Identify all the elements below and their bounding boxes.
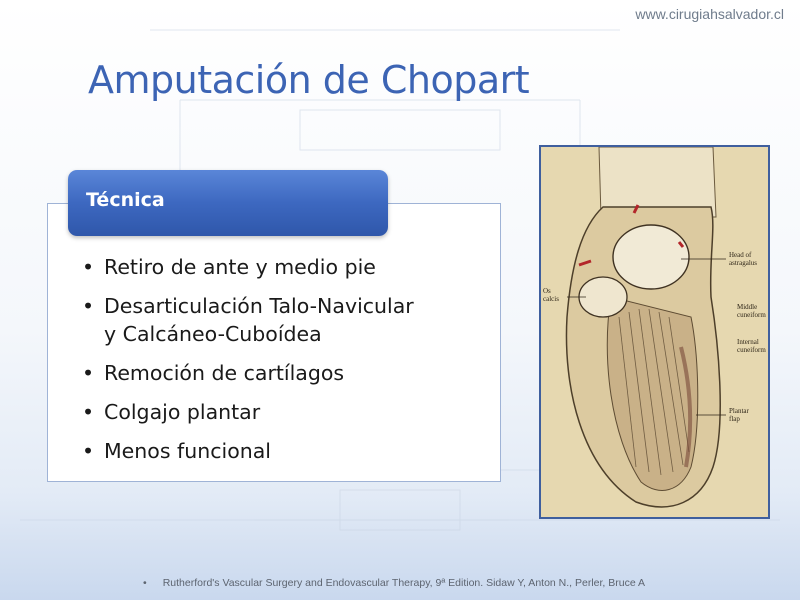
section-tab-label: Técnica bbox=[86, 189, 165, 211]
citation-bullet: • bbox=[143, 577, 147, 589]
citation-text: Rutherford's Vascular Surgery and Endovascular Therapy, 9ª Edition. Sidaw Y, Anton N., Perler, Bruce A bbox=[162, 577, 646, 589]
bullet-item bbox=[82, 253, 492, 281]
bullet-item bbox=[82, 292, 492, 348]
slide-title: Amputación de Chopart bbox=[88, 58, 530, 102]
label-plantar-flap: flap bbox=[729, 415, 740, 423]
label-head-astragalus: astragalus bbox=[729, 259, 757, 267]
label-middle-cuneiform: Middle bbox=[737, 303, 758, 311]
bullet-list bbox=[82, 253, 492, 476]
bullet-item bbox=[82, 398, 492, 426]
foot-amputation-drawing bbox=[541, 147, 768, 517]
label-os-calcis: Os bbox=[543, 287, 551, 295]
reference-citation bbox=[143, 577, 645, 589]
bullet-dot: • bbox=[82, 400, 95, 424]
bullet-dot: • bbox=[82, 361, 95, 385]
label-plantar-flap: Plantar bbox=[729, 407, 749, 415]
site-url: www.cirugiahsalvador.cl bbox=[635, 6, 784, 22]
bullet-dot: • bbox=[82, 439, 95, 463]
label-head-astragalus: Head of bbox=[729, 251, 752, 259]
label-internal-cuneiform: Internal bbox=[737, 338, 759, 346]
bullet-text: Menos funcional bbox=[104, 439, 271, 463]
bullet-text: Desarticulación Talo-Navicular bbox=[104, 294, 414, 318]
label-middle-cuneiform: cuneiform bbox=[737, 311, 766, 319]
bullet-text: Colgajo plantar bbox=[104, 400, 261, 424]
bullet-dot: • bbox=[82, 255, 95, 279]
bullet-item bbox=[82, 359, 492, 387]
label-internal-cuneiform: cuneiform bbox=[737, 346, 766, 354]
bullet-text-continuation: y Calcáneo-Cuboídea bbox=[104, 322, 322, 346]
label-os-calcis: calcis bbox=[543, 295, 559, 303]
bullet-dot: • bbox=[82, 294, 95, 318]
bullet-item bbox=[82, 437, 492, 465]
section-tab bbox=[68, 170, 388, 236]
bullet-text: Retiro de ante y medio pie bbox=[104, 255, 376, 279]
bullet-text: Remoción de cartílagos bbox=[104, 361, 345, 385]
anatomical-illustration bbox=[539, 145, 770, 519]
